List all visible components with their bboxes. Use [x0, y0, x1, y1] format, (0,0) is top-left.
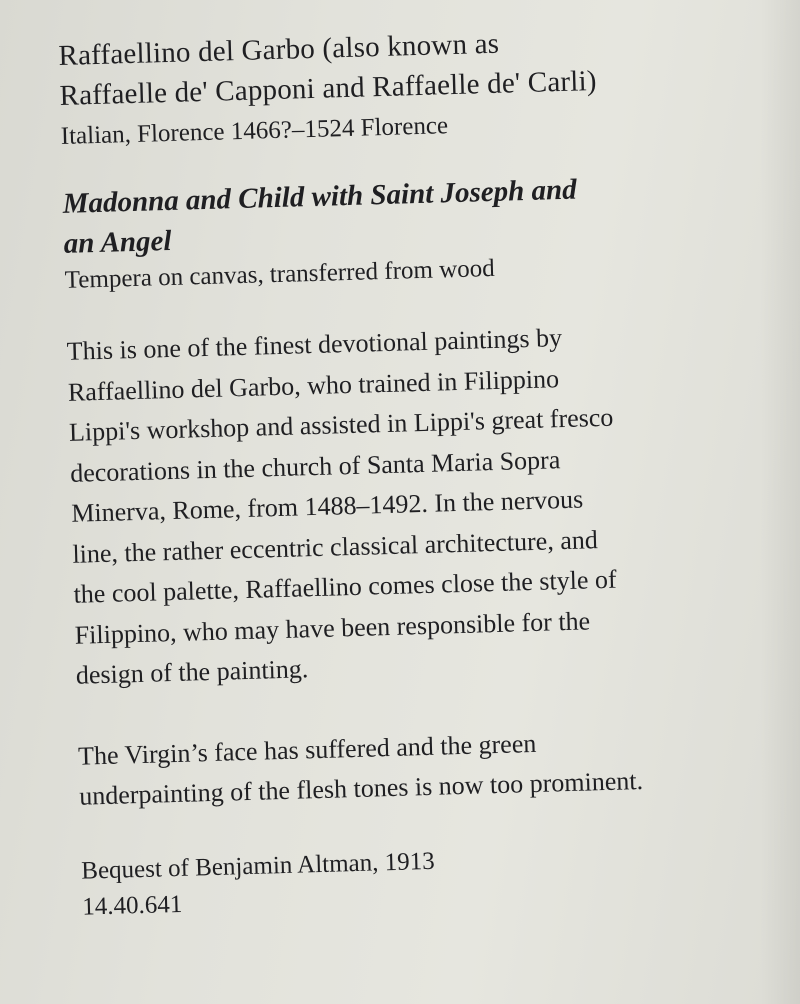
description-line: line, the rather eccentric classical architecture, and: [72, 524, 599, 569]
artist-name-line: Raffaelle de' Capponi and Raffaelle de' Carli): [59, 64, 598, 112]
artwork-title-line: Madonna and Child with Saint Joseph and: [62, 173, 578, 220]
artwork-medium: Tempera on canvas, transferred from wood: [64, 254, 496, 294]
artist-name: [58, 16, 780, 116]
description-line: design of the painting.: [75, 654, 309, 690]
description-line: Raffaellino del Garbo, who trained in Filippino: [67, 363, 560, 407]
description-line: the cool palette, Raffaellino comes close the style of: [73, 564, 617, 609]
artwork-title-line: an Angel: [63, 224, 172, 260]
accession-number: 14.40.641: [81, 890, 183, 921]
artist-nationality: Italian, Florence 1466?–1524 Florence: [60, 112, 449, 150]
condition-note-line: underpainting of the flesh tones is now too prominent.: [78, 765, 644, 811]
museum-label: [58, 16, 800, 925]
condition-note-line: The Virgin’s face has suffered and the green: [77, 728, 537, 771]
description-line: Filippino, who may have been responsible for the: [74, 605, 591, 650]
description-paragraph: [66, 312, 796, 696]
credit-line: Bequest of Benjamin Altman, 1913: [80, 847, 435, 885]
description-line: Lippi's workshop and assisted in Lippi's great fresco: [68, 402, 614, 447]
description-line: decorations in the church of Santa Maria Sopra: [69, 444, 561, 488]
artist-name-line: Raffaellino del Garbo (also known as: [58, 27, 500, 72]
description-line: This is one of the finest devotional paintings by: [66, 323, 563, 366]
condition-note: [78, 716, 800, 817]
description-line: Minerva, Rome, from 1488–1492. In the nervous: [70, 484, 584, 528]
